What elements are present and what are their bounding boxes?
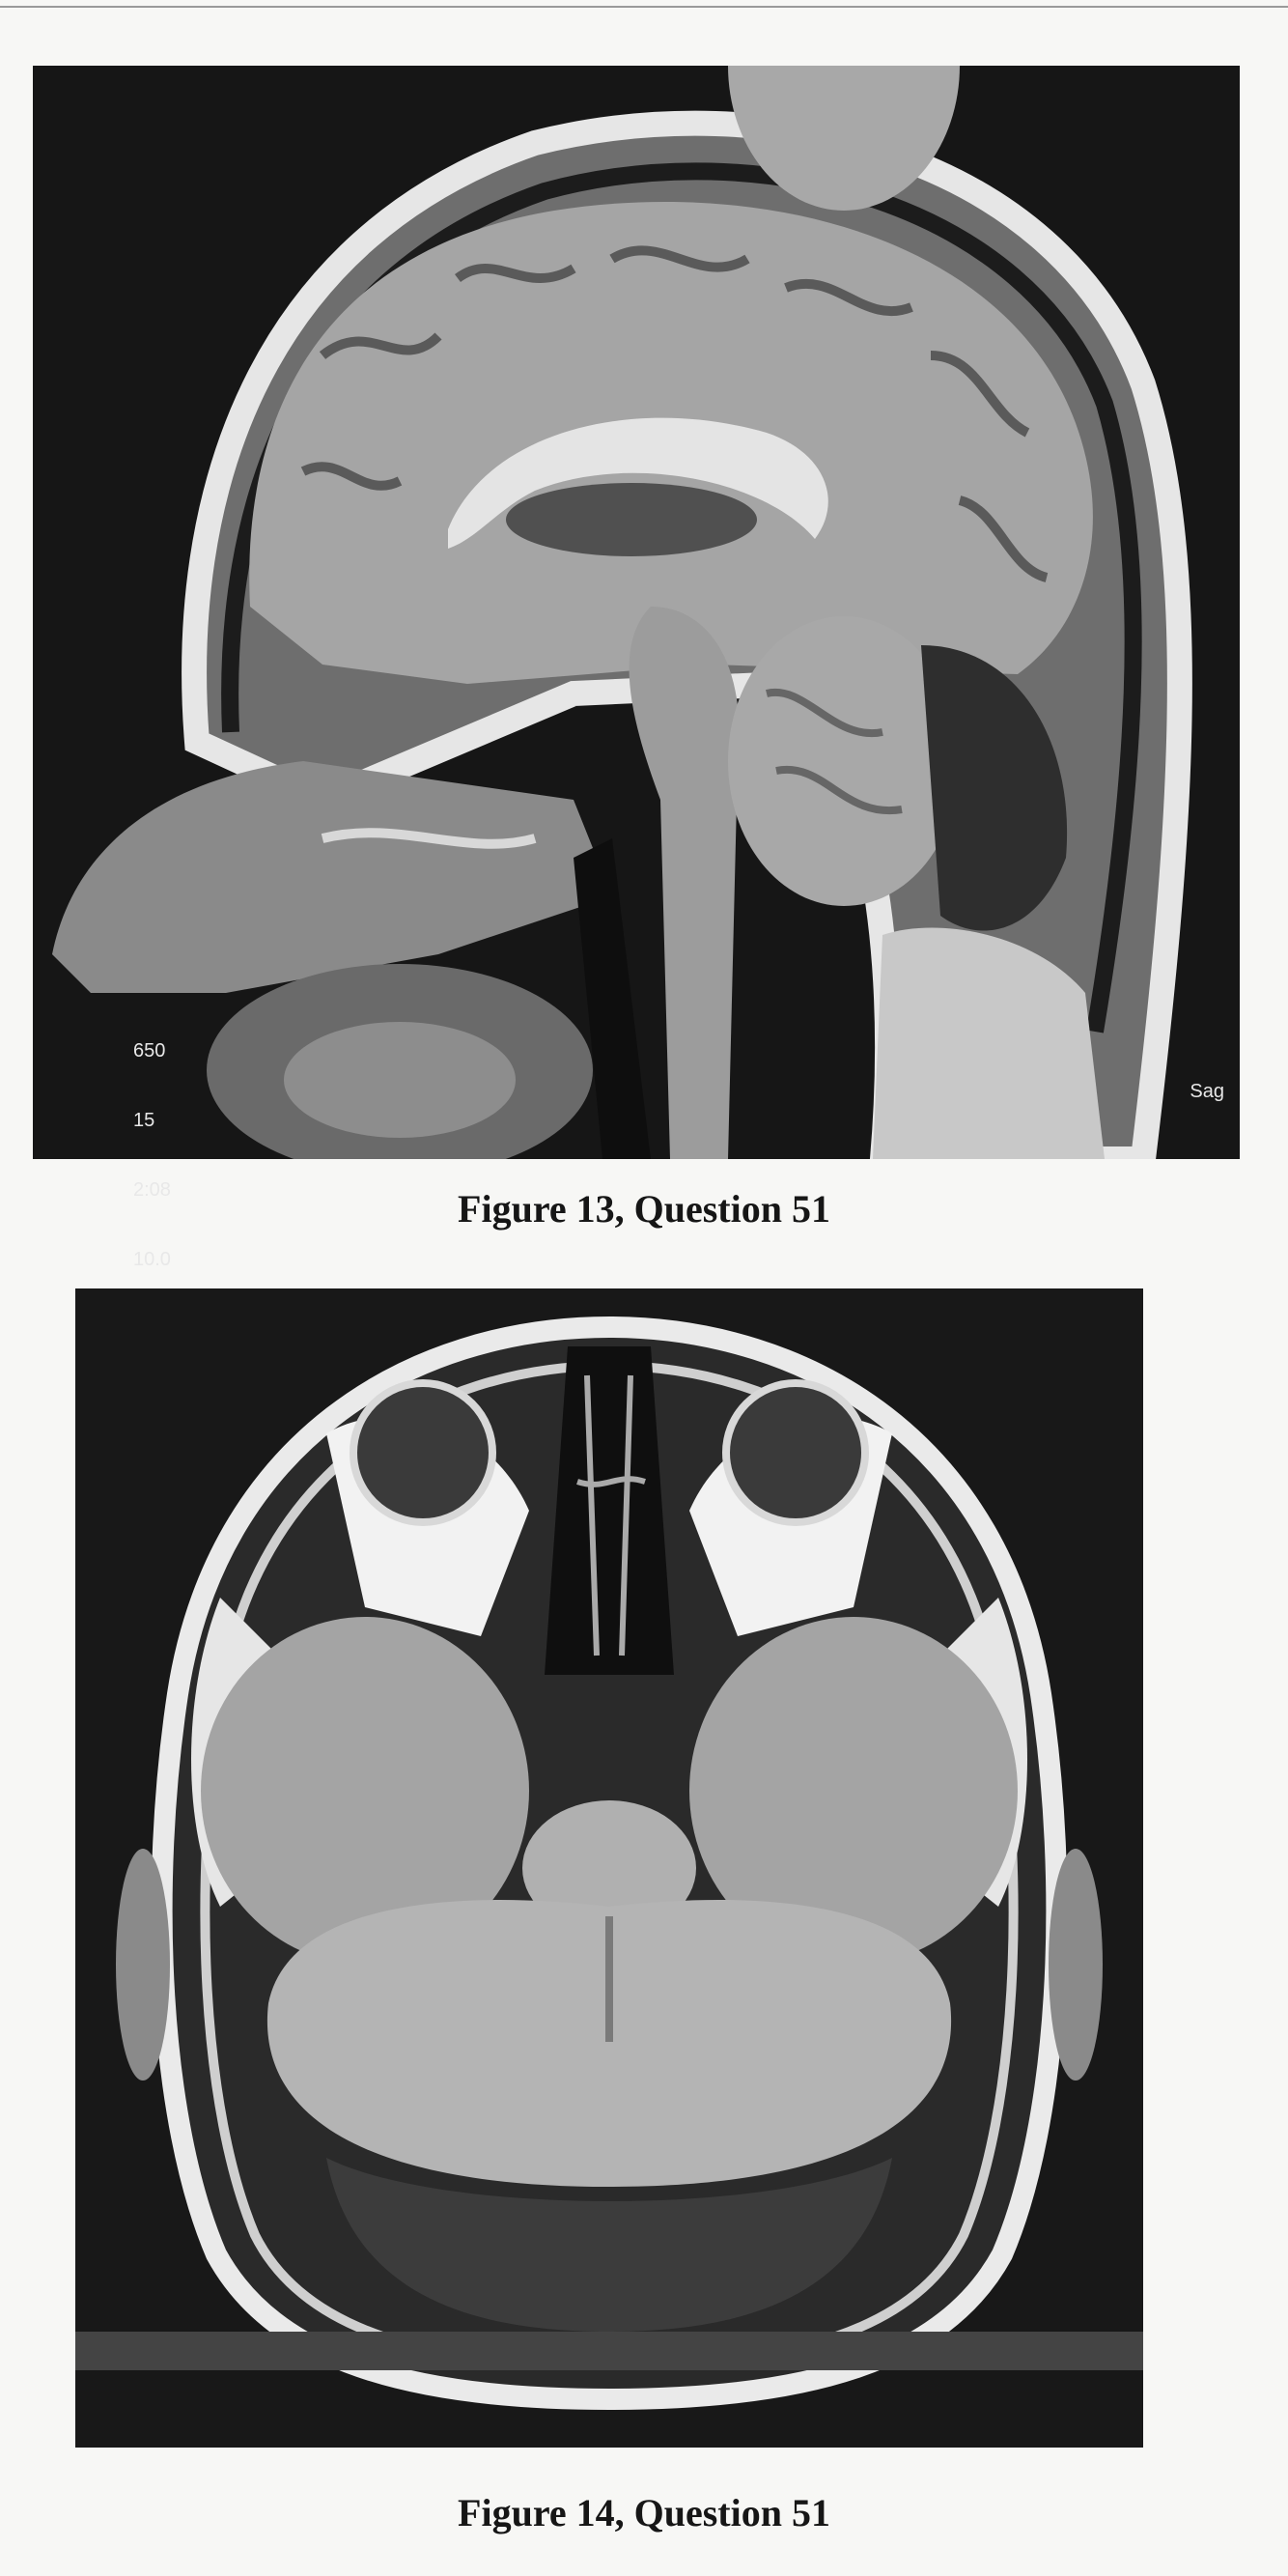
overlay-text: 2:08 xyxy=(133,1179,171,1201)
overlay-text: Sag xyxy=(1190,1081,1224,1102)
overlay-text: 15 xyxy=(133,1110,155,1131)
figure-14-axial-mri xyxy=(75,1288,1143,2448)
sagittal-mri-image xyxy=(33,66,1240,1159)
axial-mri-image xyxy=(75,1288,1143,2448)
overlay-text: 650 xyxy=(133,1040,166,1062)
figure-14-caption: Figure 14, Question 51 xyxy=(458,2491,830,2534)
scan-parameters-right xyxy=(1190,1033,1224,1126)
overlay-text: 10.0 xyxy=(133,1249,171,1270)
figure-13-caption: Figure 13, Question 51 xyxy=(458,1187,830,1231)
page-top-rule xyxy=(0,6,1288,8)
figure-13-sagittal-mri xyxy=(33,66,1240,1159)
